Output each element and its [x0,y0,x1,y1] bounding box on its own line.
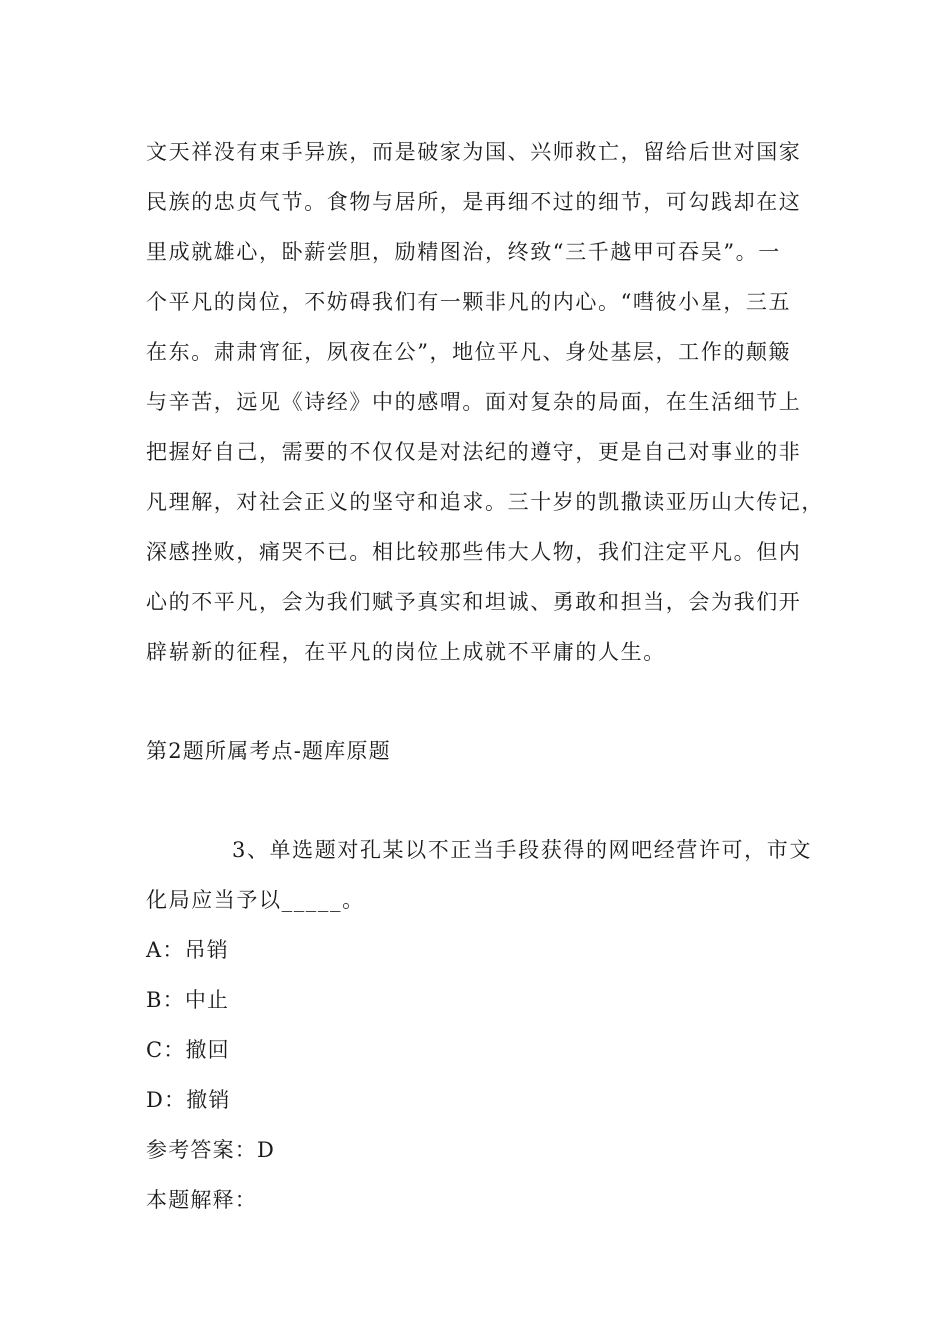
option-b: B：中止 [146,988,230,1012]
passage-line: 深感挫败，痛哭不已。相比较那些伟大人物，我们注定平凡。但内 [146,540,802,564]
passage-line: 个平凡的岗位，不妨碍我们有一颗非凡的内心。“嘒彼小星，三五 [146,290,792,314]
passage-line: 在东。肃肃宵征，夙夜在公”，地位平凡、身处基层，工作的颠簸 [146,340,792,364]
explanation-label: 本题解释： [146,1188,257,1212]
passage-line: 民族的忠贞气节。食物与居所，是再细不过的细节，可勾践却在这 [146,190,802,214]
passage-line: 辟崭新的征程，在平凡的岗位上成就不平庸的人生。 [146,640,666,664]
question-text-continued: 化局应当予以_____。 [146,888,365,912]
option-d: D：撤销 [146,1088,231,1112]
section-note: 第2题所属考点-题库原题 [146,739,391,763]
reference-answer: 参考答案：D [146,1138,276,1162]
passage-line: 心的不平凡，会为我们赋予真实和坦诚、勇敢和担当，会为我们开 [146,590,802,614]
passage-line: 凡理解，对社会正义的坚守和追求。三十岁的凯撒读亚历山大传记， [146,490,824,514]
passage-line: 里成就雄心，卧薪尝胆，励精图治，终致“三千越甲可吞吴”。一 [146,240,781,264]
option-a: A：吊销 [146,938,229,962]
passage-line: 文天祥没有束手异族，而是破家为国、兴师救亡，留给后世对国家 [146,140,802,164]
option-c: C：撤回 [146,1038,230,1062]
passage-line: 把握好自己，需要的不仅仅是对法纪的遵守，更是自己对事业的非 [146,440,802,464]
question-text: 3、单选题对孔某以不正当手段获得的网吧经营许可，市文 [232,838,812,862]
passage-line: 与辛苦，远见《诗经》中的感喟。面对复杂的局面，在生活细节上 [146,390,802,414]
